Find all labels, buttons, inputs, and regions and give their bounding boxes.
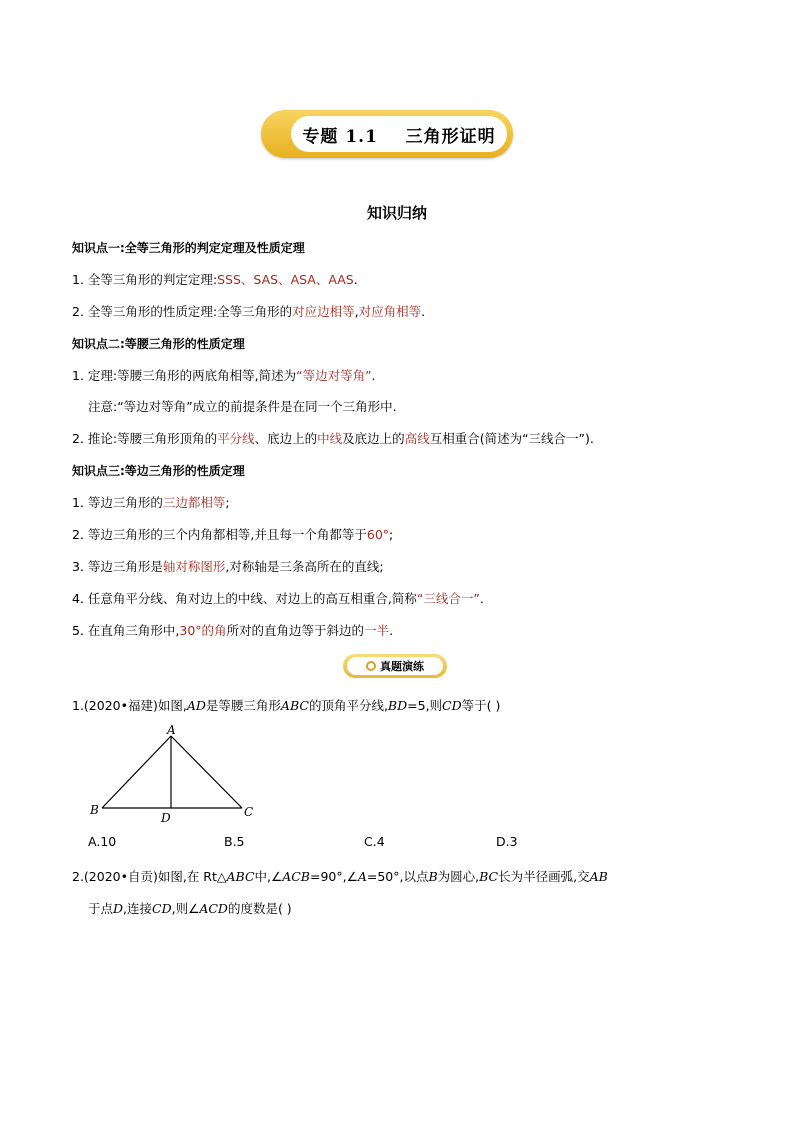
q2-line2-b: ,连接 bbox=[123, 901, 153, 916]
kp1-item2-suffix: . bbox=[421, 304, 426, 319]
kp3-item5-mid: 所对的直角边等于斜边的 bbox=[226, 623, 365, 638]
q2-var-acd: ACD bbox=[199, 901, 228, 916]
triangle-side-ac bbox=[171, 736, 242, 808]
q1-var-bd: BD bbox=[387, 698, 408, 713]
q2-var-bc: BC bbox=[479, 869, 499, 884]
q2-line2-d: 的度数是( ) bbox=[227, 901, 292, 916]
q2-line2-c: ,则∠ bbox=[171, 901, 200, 916]
q2-line1-e: 为圆心, bbox=[437, 869, 480, 884]
practice-label: 真题演练 bbox=[380, 660, 424, 673]
q2-line1-f: 长为半径画弧,交 bbox=[498, 869, 590, 884]
q2-var-a: A bbox=[357, 869, 367, 884]
q1-option-a[interactable]: A.10 bbox=[88, 834, 117, 849]
section-heading: 知识归纳 bbox=[366, 204, 427, 222]
kp3-item1 bbox=[72, 495, 230, 511]
kp3-item5-red2: 一半 bbox=[364, 623, 390, 638]
kp2-heading: 知识点二:等腰三角形的性质定理 bbox=[72, 337, 245, 351]
kp3-item1-suffix: ; bbox=[225, 495, 230, 510]
q1-var-cd: CD bbox=[442, 698, 462, 713]
q1-var-ad: AD bbox=[186, 698, 206, 713]
kp3-heading: 知识点三:等边三角形的性质定理 bbox=[72, 464, 245, 478]
kp2-item2-suffix: 互相重合(简述为“三线合一”). bbox=[429, 431, 594, 446]
q1-option-b[interactable]: B.5 bbox=[224, 834, 245, 849]
q1-text-c: 的顶角平分线, bbox=[308, 698, 388, 713]
kp2-item2-prefix: 2. 推论:等腰三角形顶角的 bbox=[72, 431, 218, 446]
q1-text bbox=[72, 696, 500, 714]
kp3-item3 bbox=[72, 559, 384, 575]
q1-triangle-figure bbox=[88, 722, 268, 826]
kp3-item4-red: “三线合一” bbox=[416, 591, 480, 606]
label-b: B bbox=[90, 803, 99, 817]
label-d: D bbox=[161, 811, 171, 825]
kp3-item3-red: 轴对称图形 bbox=[162, 559, 226, 574]
q2-var-abc: ABC bbox=[226, 869, 255, 884]
q2-var-ab: AB bbox=[589, 869, 608, 884]
kp2-note: 注意:“等边对等角”成立的前提条件是在同一个三角形中. bbox=[88, 399, 397, 414]
q1-text-a: 1.(2020•福建)如图, bbox=[72, 698, 187, 713]
q1-text-b: 是等腰三角形 bbox=[205, 698, 281, 713]
page-title: 专题 1.1 三角形证明 bbox=[302, 126, 496, 147]
kp2-item1 bbox=[72, 368, 376, 384]
q1-var-abc: ABC bbox=[280, 698, 309, 713]
q2-var-d: D bbox=[113, 901, 124, 916]
kp2-item2-red2: 中线 bbox=[317, 431, 343, 446]
kp3-item5-prefix: 5. 在直角三角形中, bbox=[72, 623, 180, 638]
kp3-item4-prefix: 4. 任意角平分线、角对边上的中线、对边上的高互相重合,简称 bbox=[72, 591, 417, 606]
kp3-item2 bbox=[72, 527, 393, 543]
kp1-item2-prefix: 2. 全等三角形的性质定理:全等三角形的 bbox=[72, 304, 293, 319]
kp3-item5 bbox=[72, 623, 393, 639]
kp3-item4-suffix: . bbox=[479, 591, 484, 606]
kp1-item1 bbox=[72, 272, 358, 288]
kp3-item2-suffix: ; bbox=[389, 527, 394, 542]
circle-icon bbox=[366, 661, 376, 671]
kp3-item3-suffix: ,对称轴是三条高所在的直线; bbox=[225, 559, 384, 574]
kp1-item1-suffix: . bbox=[353, 272, 358, 287]
q2-line1-a: 2.(2020•自贡)如图,在 Rt△ bbox=[72, 869, 227, 884]
kp1-item2-mid: , bbox=[354, 304, 359, 319]
q1-text-e: 等于( ) bbox=[461, 698, 501, 713]
kp3-item5-suffix: . bbox=[389, 623, 394, 638]
practice-badge-inner bbox=[347, 657, 443, 675]
kp1-item2-red2: 对应角相等 bbox=[358, 304, 422, 319]
q2-var-cd: CD bbox=[152, 901, 172, 916]
label-a: A bbox=[167, 723, 176, 737]
q2-line2-a: 于点 bbox=[88, 901, 114, 916]
q2-line1-b: 中,∠ bbox=[254, 869, 283, 884]
title-inner bbox=[291, 116, 507, 152]
kp3-item5-red1: 30°的角 bbox=[179, 623, 227, 638]
kp2-item2-red1: 平分线 bbox=[217, 431, 255, 446]
practice-badge bbox=[343, 654, 447, 678]
label-c: C bbox=[244, 805, 254, 819]
triangle-side-ab bbox=[102, 736, 171, 808]
kp1-item1-prefix: 1. 全等三角形的判定定理: bbox=[72, 272, 218, 287]
q1-text-d: =5,则 bbox=[407, 698, 443, 713]
kp3-item4 bbox=[72, 591, 484, 607]
title-banner bbox=[261, 110, 513, 158]
kp2-item2-red3: 高线 bbox=[404, 431, 430, 446]
kp3-item1-red: 三边都相等 bbox=[162, 495, 226, 510]
q2-var-b: B bbox=[428, 869, 438, 884]
kp1-item2-red1: 对应边相等 bbox=[292, 304, 355, 319]
q2-line1-c: =90°,∠ bbox=[310, 869, 358, 884]
q2-var-acb: ACB bbox=[282, 869, 310, 884]
kp3-item1-prefix: 1. 等边三角形的 bbox=[72, 495, 163, 510]
q2-line1-d: =50°,以点 bbox=[366, 869, 429, 884]
kp3-item2-prefix: 2. 等边三角形的三个内角都相等,并且每一个角都等于 bbox=[72, 527, 367, 542]
kp1-item2 bbox=[72, 304, 425, 320]
kp2-item1-prefix: 1. 定理:等腰三角形的两底角相等,简述为 bbox=[72, 368, 297, 383]
kp2-item2-mid2: 及底边上的 bbox=[342, 431, 405, 446]
kp2-item1-suffix: . bbox=[371, 368, 376, 383]
kp2-item1-red: “等边对等角” bbox=[296, 368, 372, 383]
kp2-item2 bbox=[72, 431, 594, 447]
q2-line1 bbox=[72, 867, 608, 885]
q1-option-d[interactable]: D.3 bbox=[496, 834, 518, 849]
kp1-heading: 知识点一:全等三角形的判定定理及性质定理 bbox=[72, 241, 305, 255]
kp1-item1-red: SSS、SAS、ASA、AAS bbox=[217, 272, 354, 287]
kp3-item3-prefix: 3. 等边三角形是 bbox=[72, 559, 163, 574]
q1-option-c[interactable]: C.4 bbox=[364, 834, 385, 849]
kp3-item2-red: 60° bbox=[366, 527, 390, 542]
kp2-item2-mid1: 、底边上的 bbox=[254, 431, 318, 446]
q2-line2 bbox=[88, 899, 292, 917]
